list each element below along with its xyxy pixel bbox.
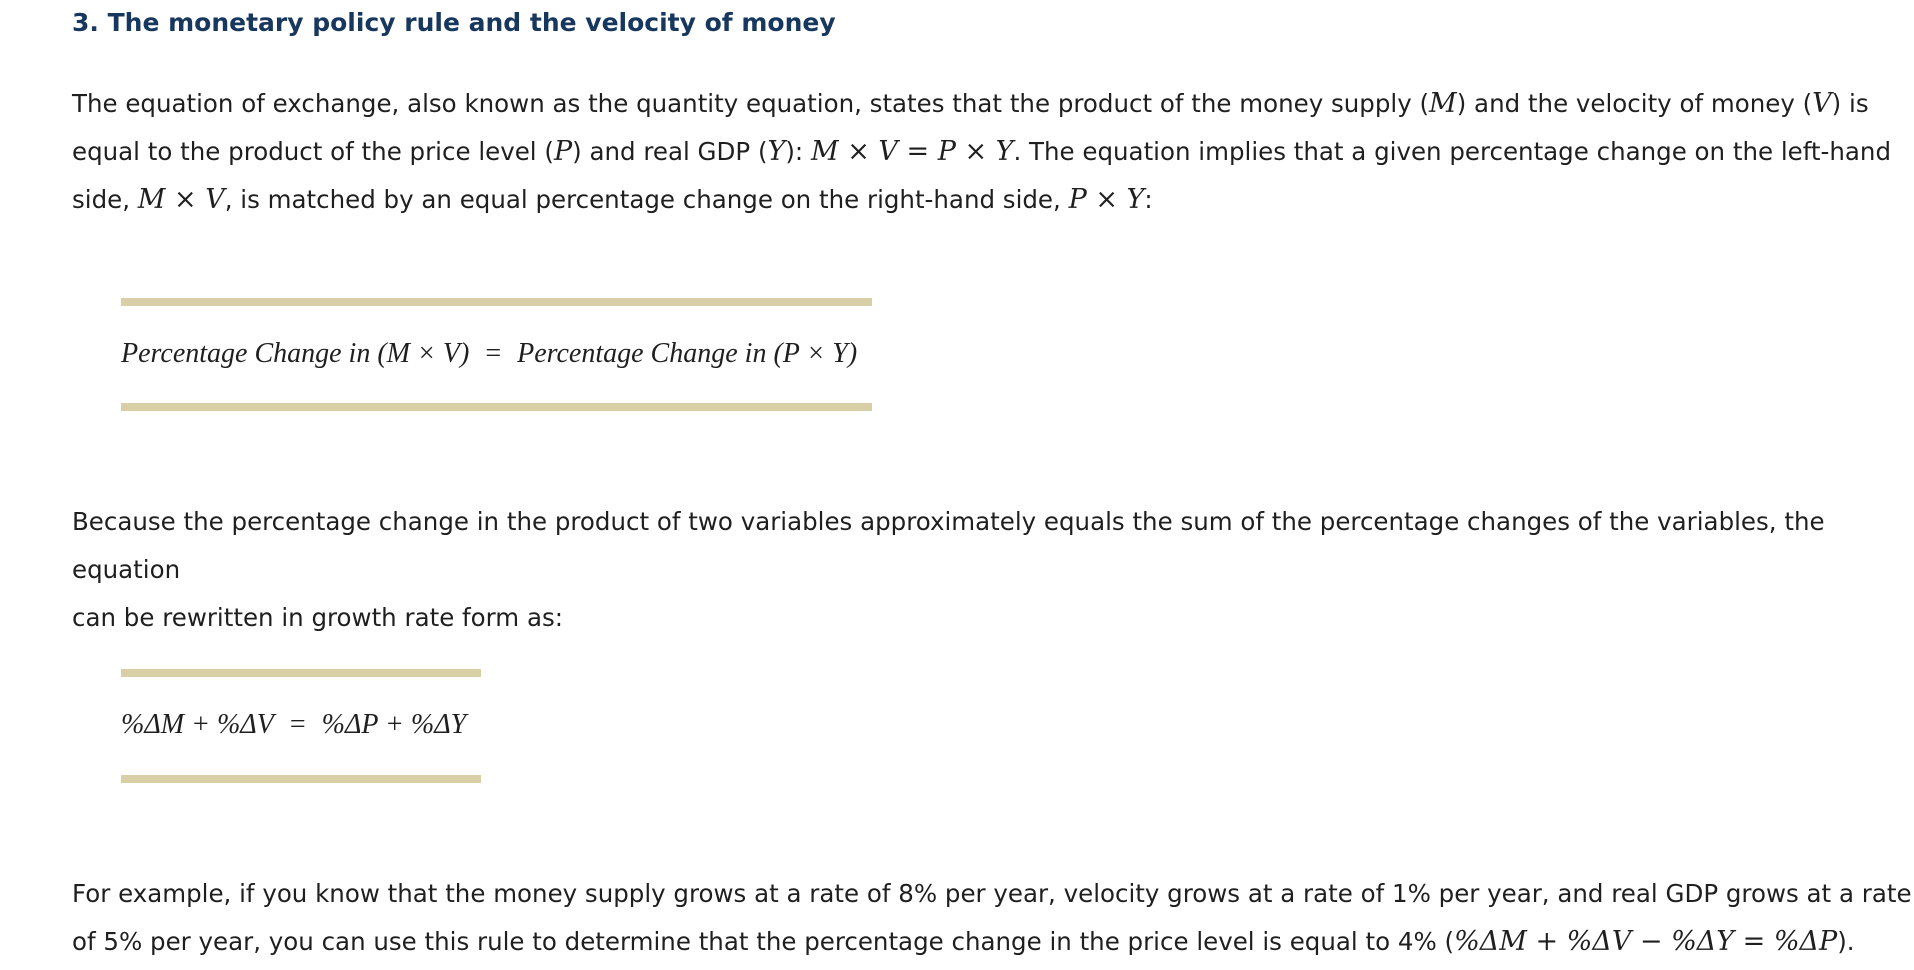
equals-sign: =: [289, 709, 306, 740]
math-quantity-equation: M × V = P × Y: [810, 136, 1014, 167]
text: ):: [785, 137, 811, 166]
equation-rhs: %ΔP + %ΔY: [321, 709, 467, 740]
section-title: 3. The monetary policy rule and the velocity of money: [72, 8, 836, 37]
text: side,: [72, 185, 138, 214]
equation-percentage-change: [121, 334, 857, 374]
growth-equation-bottom-rule: [121, 775, 481, 783]
math-right-side: P × Y: [1068, 184, 1145, 215]
equation-lhs: %ΔM + %ΔV: [121, 709, 274, 740]
paragraph-example: [72, 870, 1912, 966]
equation-growth-rate: [121, 705, 466, 745]
text: , is matched by an equal percentage change on the right-hand side,: [224, 185, 1069, 214]
math-real-gdp: Y: [767, 136, 786, 167]
text: can be rewritten in growth rate form as:: [72, 603, 563, 632]
math-example-equation: %ΔM + %ΔV − %ΔY = %ΔP: [1454, 926, 1838, 957]
text: of 5% per year, you can use this rule to determine that the percentage change in the price level is equal to 4% (: [72, 927, 1455, 956]
math-money-supply: M: [1429, 88, 1457, 119]
equation-bottom-rule: [121, 403, 872, 411]
text: Because the percentage change in the product of two variables approximately equals the sum of the percentage changes of the variables, the equation: [72, 507, 1825, 584]
text: ) and real GDP (: [572, 137, 768, 166]
equation-top-rule: [121, 298, 872, 306]
math-price-level: P: [553, 136, 573, 167]
text: ) and the velocity of money (: [1456, 89, 1813, 118]
text: :: [1144, 185, 1153, 214]
text: The equation of exchange, also known as the quantity equation, states that the product of the money supply (: [72, 89, 1430, 118]
equation-lhs: Percentage Change in (M × V): [121, 338, 470, 369]
equals-sign: =: [485, 338, 502, 369]
text: . The equation implies that a given percentage change on the left-hand: [1013, 137, 1891, 166]
equation-rhs: Percentage Change in (P × Y): [517, 338, 858, 369]
text: For example, if you know that the money supply grows at a rate of 8% per year, velocity grows at a rate of 1% per year, and real GDP grows at a rate: [72, 879, 1912, 908]
math-left-side: M × V: [137, 184, 225, 215]
paragraph-equation-of-exchange: [72, 80, 1912, 224]
text: ) is: [1831, 89, 1869, 118]
text: equal to the product of the price level (: [72, 137, 554, 166]
growth-equation-top-rule: [121, 669, 481, 677]
paragraph-growth-rate-form: [72, 498, 1912, 642]
text: ).: [1837, 927, 1855, 956]
math-velocity: V: [1812, 88, 1832, 119]
